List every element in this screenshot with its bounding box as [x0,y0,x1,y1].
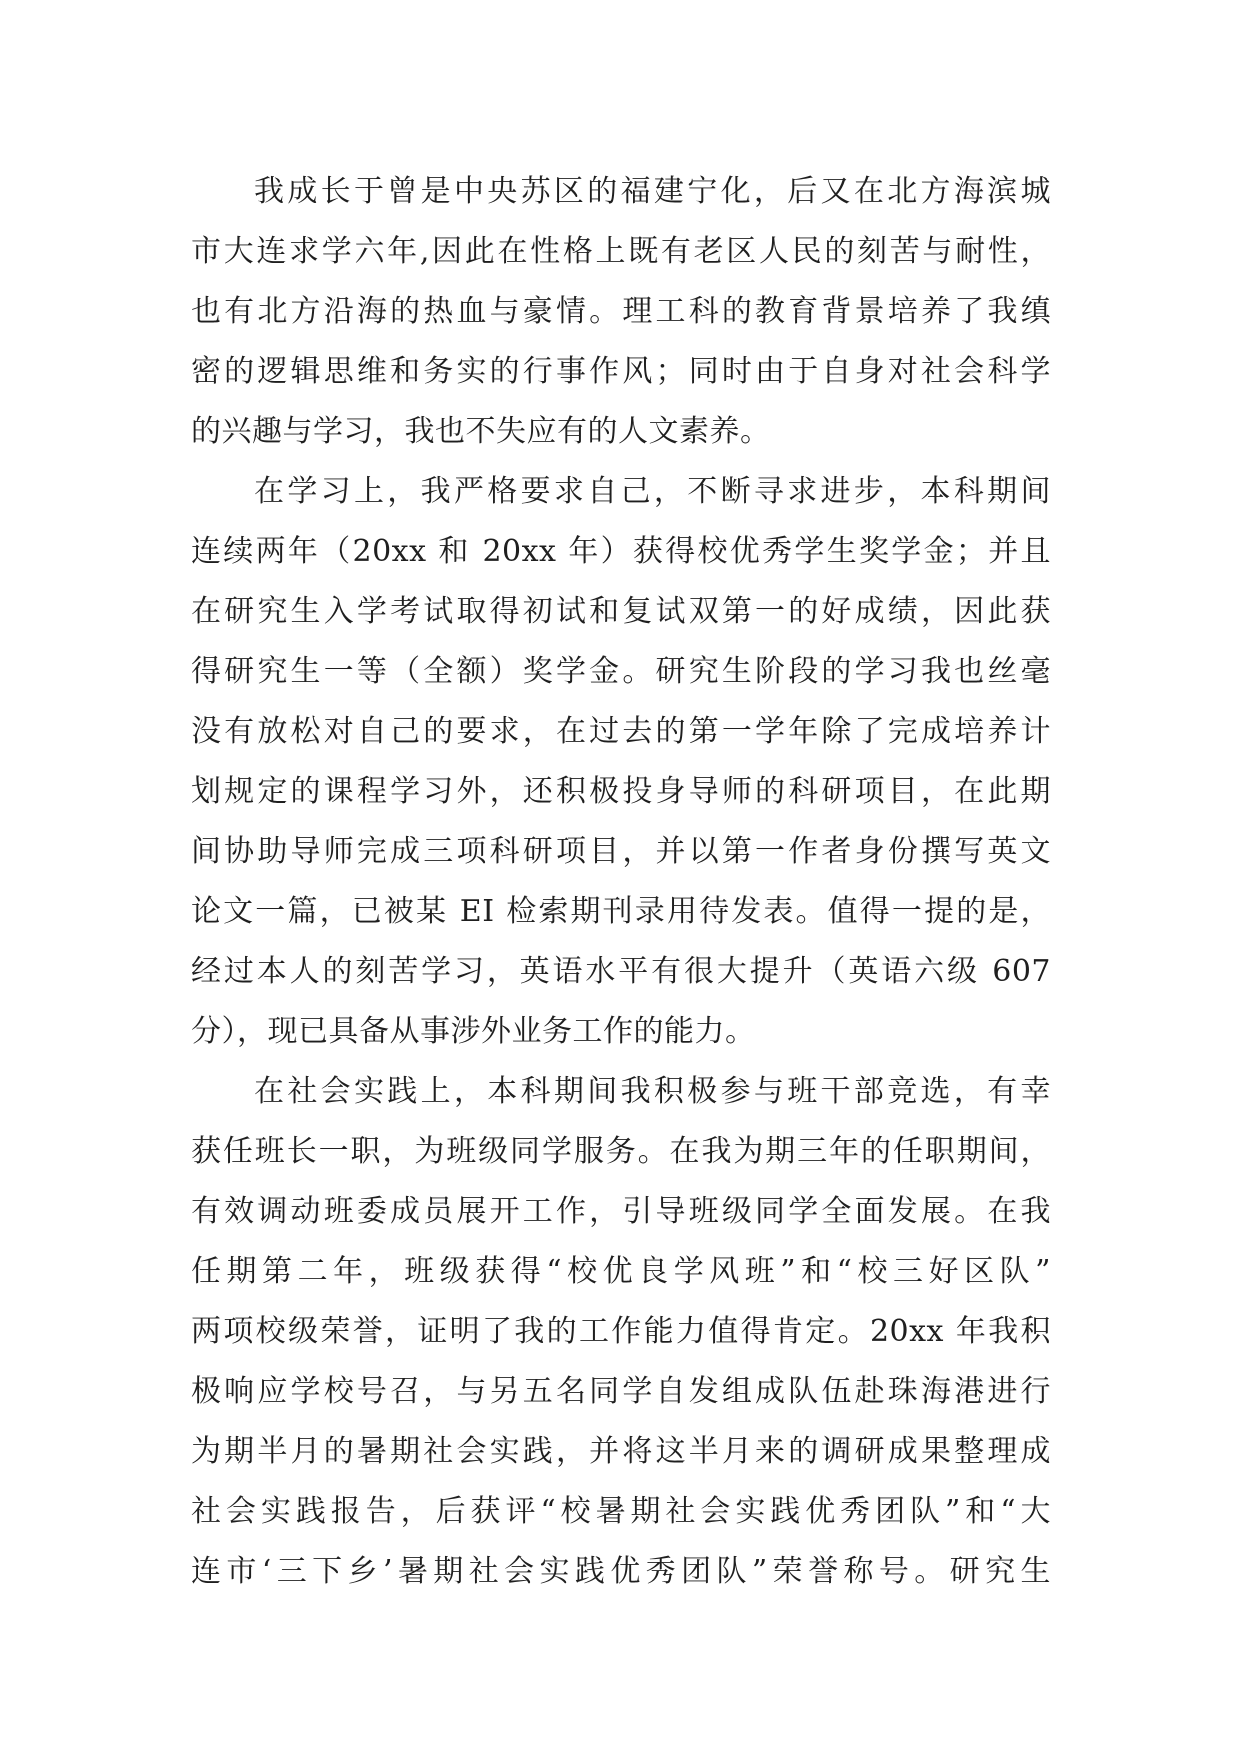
paragraph-line: 任期第二年，班级获得“校优良学风班”和“校三好区队” [191,1254,1051,1289]
paragraph-line: 我成长于曾是中央苏区的福建宁化，后又在北方海滨城 [254,174,1051,209]
paragraph-line: 在学习上，我严格要求自己，不断寻求进步，本科期间 [254,474,1051,509]
paragraph-line: 得研究生一等（全额）奖学金。研究生阶段的学习我也丝毫 [191,654,1051,689]
paragraph-line: 为期半月的暑期社会实践，并将这半月来的调研成果整理成 [191,1434,1051,1469]
paragraph-line: 连续两年（20xx 和 20xx 年）获得校优秀学生奖学金；并且 [191,534,1051,569]
paragraph-line: 极响应学校号召，与另五名同学自发组成队伍赴珠海港进行 [191,1374,1051,1409]
paragraph-social-practice [191,1062,1051,1602]
paragraph-line: 间协助导师完成三项科研项目，并以第一作者身份撰写英文 [191,834,1051,869]
paragraph-line: 的兴趣与学习，我也不失应有的人文素养。 [191,414,771,449]
paragraph-line: 连市‘三下乡’暑期社会实践优秀团队”荣誉称号。研究生 [191,1554,1051,1589]
paragraph-line: 在研究生入学考试取得初试和复试双第一的好成绩，因此获 [191,594,1051,629]
document-body [191,162,1051,1602]
paragraph-line: 没有放松对自己的要求，在过去的第一学年除了完成培养计 [191,714,1051,749]
paragraph-line: 有效调动班委成员展开工作，引导班级同学全面发展。在我 [191,1194,1051,1229]
paragraph-line: 密的逻辑思维和务实的行事作风；同时由于自身对社会科学 [191,354,1051,389]
paragraph-line: 分），现已具备从事涉外业务工作的能力。 [191,1014,756,1049]
paragraph-line: 论文一篇，已被某 EI 检索期刊录用待发表。值得一提的是， [191,894,1051,929]
paragraph-line: 两项校级荣誉，证明了我的工作能力值得肯定。20xx 年我积 [191,1314,1051,1349]
paragraph-line: 也有北方沿海的热血与豪情。理工科的教育背景培养了我缜 [191,294,1051,329]
paragraph-line: 在社会实践上，本科期间我积极参与班干部竞选，有幸 [254,1074,1051,1109]
paragraph-line: 获任班长一职，为班级同学服务。在我为期三年的任职期间， [191,1134,1051,1169]
paragraph-study [191,462,1051,1062]
paragraph-line: 市大连求学六年,因此在性格上既有老区人民的刻苦与耐性， [191,234,1051,269]
paragraph-background [191,162,1051,462]
paragraph-line: 社会实践报告，后获评“校暑期社会实践优秀团队”和“大 [191,1494,1051,1529]
paragraph-line: 经过本人的刻苦学习，英语水平有很大提升（英语六级 607 [191,954,1051,989]
paragraph-line: 划规定的课程学习外，还积极投身导师的科研项目，在此期 [191,774,1051,809]
